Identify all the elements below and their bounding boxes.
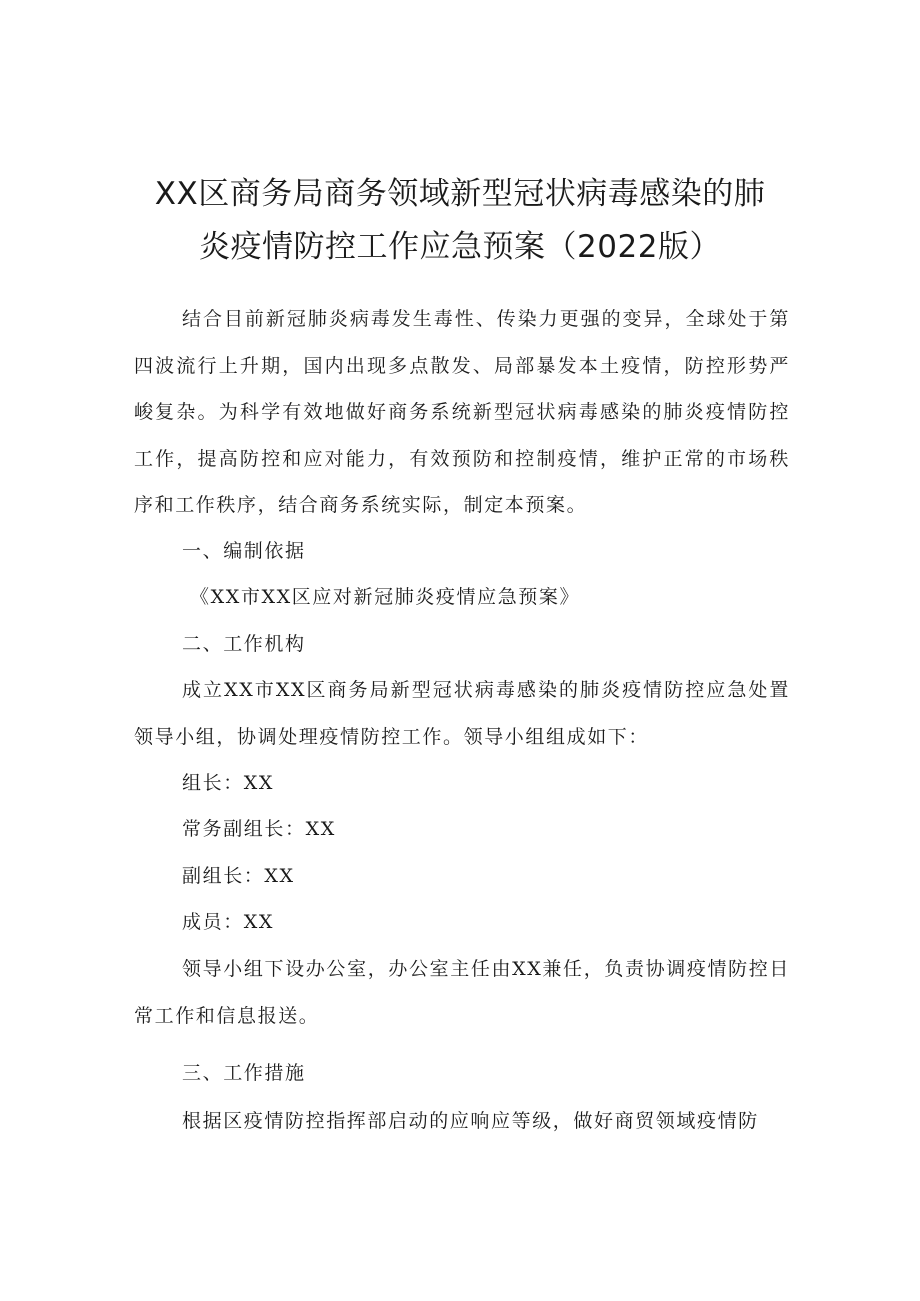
members-line: 成员：XX [182, 911, 275, 933]
title-line-2: 炎疫情防控工作应急预案（2022版） [199, 229, 721, 265]
leader-line: 组长：XX [182, 772, 275, 794]
office-paragraph: 领导小组下设办公室，办公室主任由XX兼任，负责协调疫情防控日常工作和信息报送。 [134, 958, 790, 1027]
section-3-heading: 三、工作措施 [182, 1062, 306, 1084]
deputy-line: 副组长：XX [182, 865, 295, 887]
document-title [120, 168, 800, 274]
section-2-heading: 二、工作机构 [182, 633, 306, 655]
section-1-reference: 《XX市XX区应对新冠肺炎疫情应急预案》 [190, 586, 581, 608]
section-1-heading: 一、编制依据 [182, 540, 306, 562]
section-3-paragraph: 根据区疫情防控指挥部启动的应响应等级，做好商贸领域疫情防 [182, 1110, 759, 1132]
title-line-1: XX区商务局商务领域新型冠状病毒感染的肺 [154, 176, 766, 212]
intro-paragraph: 结合目前新冠肺炎病毒发生毒性、传染力更强的变异，全球处于第四波流行上升期，国内出现多点散发、局部暴发本土疫情，防控形势严峻复杂。为科学有效地做好商务系统新型冠状病毒感染的肺炎疫情防控工作，提高防控和应对能力，有效预防和控制疫情，维护正常的市场秩序和工作秩序，结合商务系统实际，制定本预案。 [134, 308, 790, 516]
section-2-paragraph: 成立XX市XX区商务局新型冠状病毒感染的肺炎疫情防控应急处置领导小组，协调处理疫情防控工作。领导小组组成如下： [134, 679, 790, 748]
executive-deputy-line: 常务副组长：XX [182, 818, 336, 840]
